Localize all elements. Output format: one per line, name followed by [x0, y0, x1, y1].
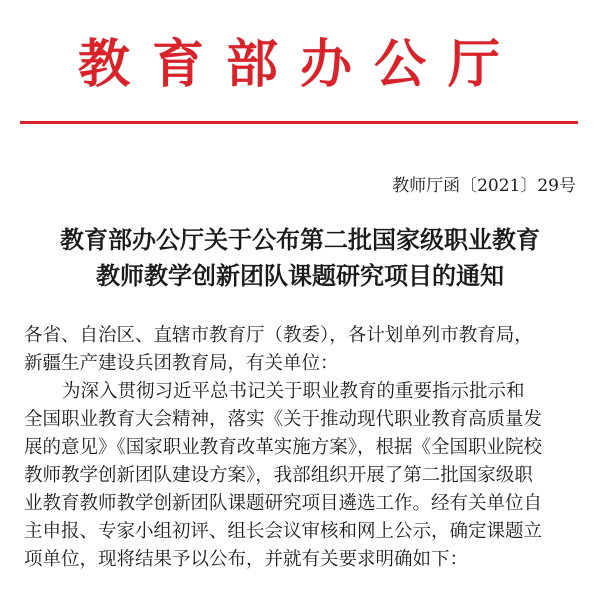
- address-line-1: 各省、自治区、直辖市教育厅（教委），各计划单列市教育局，: [24, 325, 533, 346]
- document-number: 教师厅函〔2021〕29号: [392, 176, 576, 196]
- notice-body: [24, 322, 580, 574]
- notice-title-line-1: 教育部办公厅关于公布第二批国家级职业教育: [60, 225, 540, 254]
- address-line-2: 新疆生产建设兵团教育局，有关单位：: [24, 353, 339, 374]
- paragraph-line-7: 项单位，现将结果予以公布，并就有关要求明确如下：: [24, 549, 469, 570]
- paragraph-line-1: 为深入贯彻习近平总书记关于职业教育的重要指示批示和: [62, 381, 525, 402]
- masthead-title: 教育部办公厅: [77, 34, 522, 95]
- masthead-red-rule: [20, 121, 578, 124]
- notice-title-line-2: 教师教学创新团队课题研究项目的通知: [96, 261, 504, 290]
- paragraph-line-3: 展的意见》《国家职业教育改革实施方案》，根据《全国职业院校: [24, 437, 543, 458]
- paragraph-line-5: 业教育教师教学创新团队课题研究项目遴选工作。经有关单位自: [24, 493, 543, 514]
- paragraph-line-6: 主申报、专家小组初评、组长会议审核和网上公示，确定课题立: [24, 521, 543, 542]
- paragraph-line-2: 全国职业教育大会精神，落实《关于推动现代职业教育高质量发: [24, 409, 543, 430]
- paragraph-line-4: 教师教学创新团队建设方案》，我部组织开展了第二批国家级职: [24, 465, 533, 486]
- notice-title: [0, 222, 600, 294]
